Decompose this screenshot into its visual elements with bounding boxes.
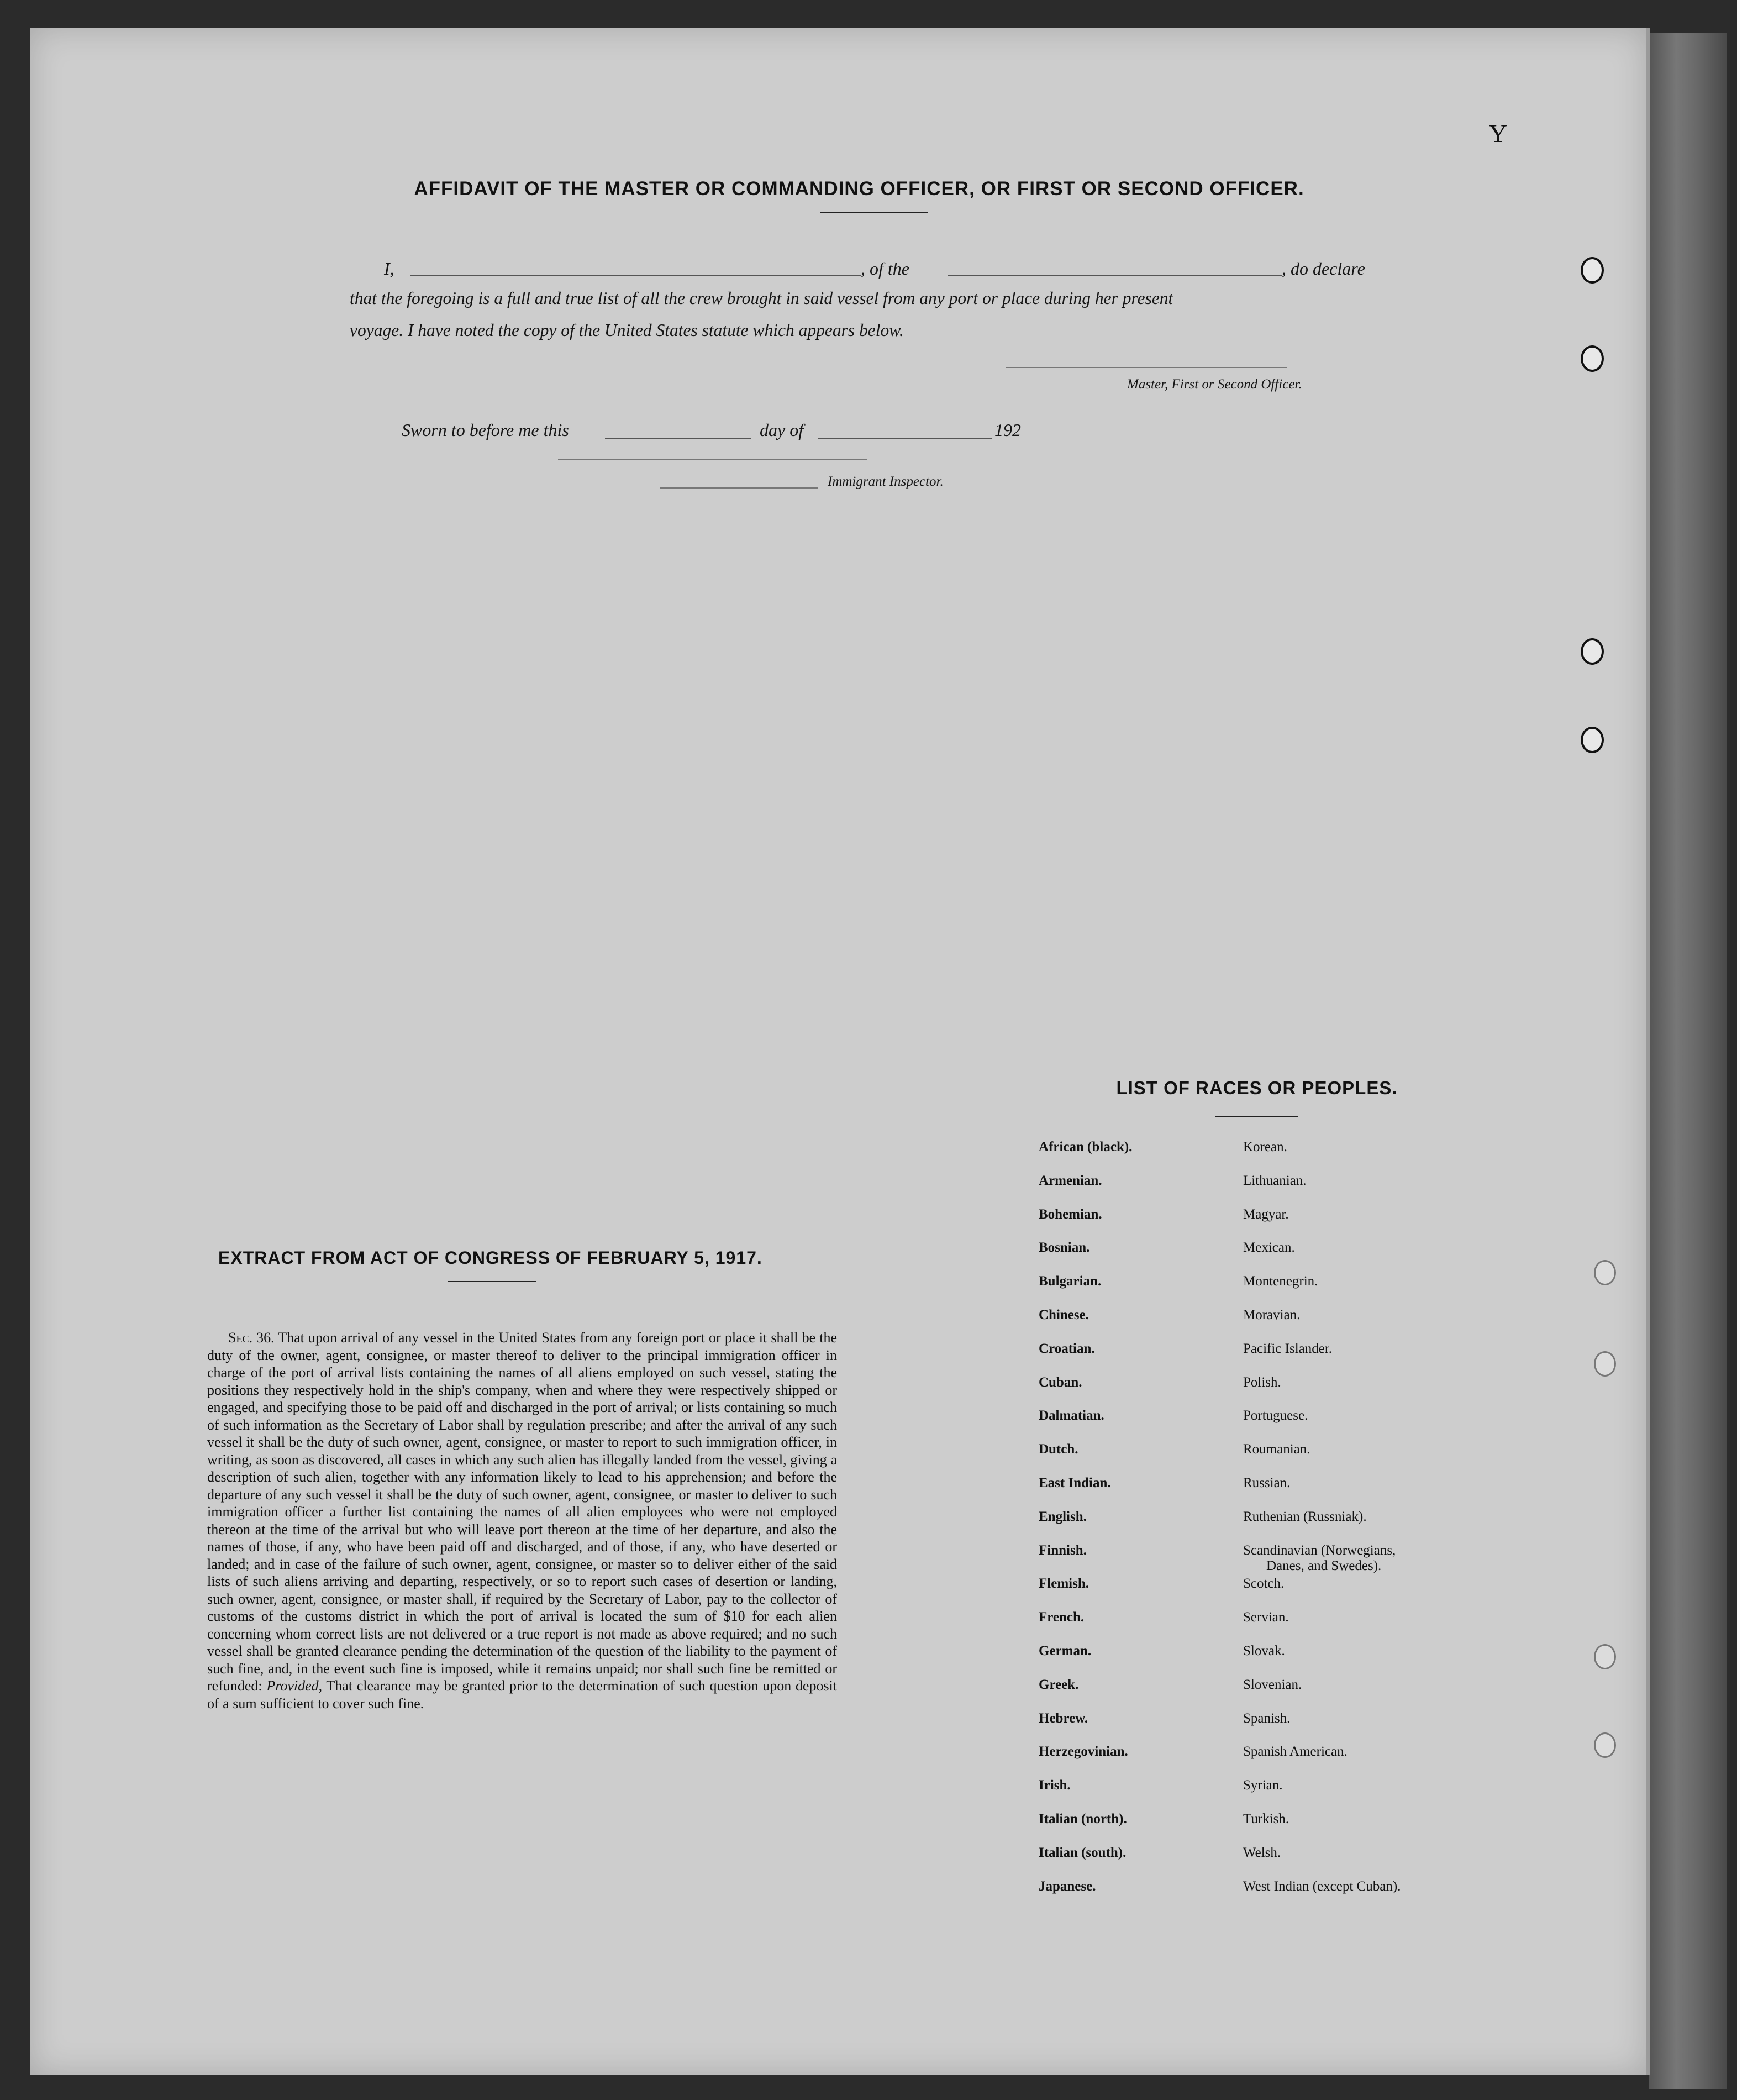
race-item: Slovak. [1243, 1643, 1285, 1658]
race-item: Flemish. [1039, 1576, 1089, 1592]
binder-hole [1581, 727, 1604, 753]
extract-heading: EXTRACT FROM ACT OF CONGRESS OF FEBRUARY 5, 1917. [218, 1248, 762, 1268]
race-item: Magyar. [1243, 1206, 1289, 1222]
section-label: Sec. 36. [228, 1330, 275, 1346]
races-right-column [1243, 1140, 1401, 1912]
races-heading-rule [1215, 1116, 1298, 1117]
race-item: Montenegrin. [1243, 1274, 1318, 1289]
binder-hole [1581, 345, 1604, 372]
race-item: Hebrew. [1039, 1710, 1088, 1726]
race-item: Chinese. [1039, 1307, 1089, 1322]
binder-hole [1594, 1260, 1616, 1285]
race-item: Bulgarian. [1039, 1274, 1102, 1289]
sworn-year: 192 [994, 420, 1021, 440]
extract-body: That upon arrival of any vessel in the United States from any foreign port or place it shall be the duty of the owner, agent, consignee, or master thereof to deliver to the principal immigration officer in charge of the port of arrival lists containing the names of all aliens employed on such vessel, stating the positions they respectively hold in the ship's company, when and where they were respectively shipped or engaged, and specifying those to be paid off and discharged in the port of arrival; or lists containing so much of such information as the Secretary of Labor shall by regulation prescribe; and after the arrival of any such vessel it shall be the duty of such owner, agent, consignee, or master to report to such immigration officer, in writing, as soon as discovered, all cases in which any such alien has illegally landed from the vessel, giving a description of such alien, together with any information likely to lead to his apprehension; and before the departure of any such vessel it shall be the duty of such owner, agent, consignee, or master to deliver to such immigration officer a further list containing the names of all alien employees who were not employed thereon at the time of the arrival but who will leave port thereon at the time of her departure, and also the names of those, if any, who have been paid off and discharged, and of those, if any, who have deserted or landed; and in case of the failure of such owner, agent, consignee, or master so to deliver either of the said lists of such aliens arriving and departing, respectively, or so to report such cases of desertion or landing, such owner, agent, consignee, or master shall, if required by the Secretary of Labor, pay to the collector of customs of the customs district in which the port of arrival is located the sum of $10 for each alien concerning whom correct lists are not delivered or a true report is not made as above required; and no such vessel shall be granted clearance pending the determination of the question of the liability to the payment of such fine, and, in the event such fine is imposed, while it remains unpaid; nor shall such fine be remitted or refunded: [207, 1330, 838, 1694]
race-item: Bohemian. [1039, 1206, 1102, 1222]
race-item: Cuban. [1039, 1374, 1082, 1390]
binder-hole [1594, 1733, 1616, 1758]
affidavit-heading: AFFIDAVIT OF THE MASTER OR COMMANDING OFFICER, OR FIRST OR SECOND OFFICER. [414, 178, 1304, 200]
inspector-caption: Immigrant Inspector. [828, 474, 944, 489]
race-item: Bosnian. [1039, 1240, 1090, 1256]
race-item: Korean. [1243, 1140, 1287, 1154]
race-item: Armenian. [1039, 1173, 1102, 1188]
race-item: Mexican. [1243, 1240, 1295, 1256]
race-item: Pacific Islander. [1243, 1341, 1333, 1356]
affidavit-heading-rule [820, 212, 928, 213]
race-item: Servian. [1243, 1610, 1289, 1625]
inspector-signature-line-1[interactable] [558, 459, 867, 460]
races-left-column [1039, 1140, 1132, 1912]
race-item: Herzegovinian. [1039, 1744, 1128, 1760]
race-item: African (black). [1039, 1140, 1133, 1154]
corner-mark: Y [1489, 119, 1508, 148]
races-heading: LIST OF RACES OR PEOPLES. [1116, 1078, 1398, 1098]
race-item: Japanese. [1039, 1878, 1096, 1894]
sworn-prefix: Sworn to before me this [402, 420, 569, 440]
manifest-page [30, 28, 1650, 2075]
race-item: Dutch. [1039, 1442, 1078, 1457]
race-item: Italian (north). [1039, 1811, 1127, 1826]
race-item: Scandinavian (Norwegians, Danes, and Swedes). [1243, 1542, 1396, 1573]
master-signature-line[interactable] [1006, 367, 1287, 368]
binder-hole [1594, 1644, 1616, 1670]
race-item: Polish. [1243, 1374, 1281, 1390]
race-item: West Indian (except Cuban). [1243, 1878, 1401, 1894]
binder-hole [1594, 1351, 1616, 1377]
race-item: Moravian. [1243, 1307, 1301, 1322]
master-signature-caption: Master, First or Second Officer. [1127, 377, 1302, 392]
affidavit-declare: , do declare [1282, 259, 1365, 279]
race-item: Turkish. [1243, 1811, 1289, 1826]
affidavit-line-3: voyage. I have noted the copy of the United States statute which appears below. [350, 321, 904, 340]
sworn-day-field[interactable] [605, 438, 751, 439]
race-item: English. [1039, 1509, 1087, 1524]
sworn-day-of: day of [760, 420, 804, 440]
extract-heading-rule [448, 1281, 536, 1282]
race-item: Spanish American. [1243, 1744, 1348, 1760]
extract-text [207, 1329, 837, 1712]
race-item: Roumanian. [1243, 1442, 1310, 1457]
affidavit-i: I, [384, 259, 394, 279]
extract-body-end: That clearance may be granted prior to the determination of such question upon deposit of a sum sufficient to cover such fine. [207, 1678, 838, 1712]
vessel-name-field[interactable] [948, 275, 1282, 276]
race-item: East Indian. [1039, 1475, 1111, 1490]
race-item: Spanish. [1243, 1710, 1291, 1726]
race-item: Russian. [1243, 1475, 1291, 1490]
race-item: Greek. [1039, 1677, 1079, 1692]
race-item: Italian (south). [1039, 1845, 1127, 1860]
binder-hole [1581, 638, 1604, 665]
provided-word: Provided, [266, 1678, 323, 1694]
race-item: French. [1039, 1610, 1085, 1625]
race-item: Syrian. [1243, 1778, 1283, 1793]
race-item: Dalmatian. [1039, 1408, 1104, 1424]
race-item: Portuguese. [1243, 1408, 1308, 1424]
race-item: Finnish. [1039, 1542, 1087, 1558]
affidavit-of-the: , of the [861, 259, 909, 279]
race-item: German. [1039, 1643, 1092, 1658]
race-item: Ruthenian (Russniak). [1243, 1509, 1367, 1524]
binder-hole [1581, 257, 1604, 284]
race-item: Lithuanian. [1243, 1173, 1307, 1188]
race-item: Slovenian. [1243, 1677, 1302, 1692]
inspector-signature-line-2[interactable] [660, 487, 818, 489]
race-item: Irish. [1039, 1778, 1071, 1793]
affidavit-line-2: that the foregoing is a full and true list of all the crew brought in said vessel from any port or place during her present [350, 288, 1173, 308]
sworn-month-field[interactable] [818, 438, 992, 439]
race-item-continuation: Danes, and Swedes). [1266, 1558, 1382, 1573]
race-item: Welsh. [1243, 1845, 1281, 1860]
page-edge-strip [1649, 33, 1727, 2089]
master-name-field[interactable] [410, 275, 861, 276]
race-item: Scotch. [1243, 1576, 1285, 1592]
race-item: Croatian. [1039, 1341, 1095, 1356]
